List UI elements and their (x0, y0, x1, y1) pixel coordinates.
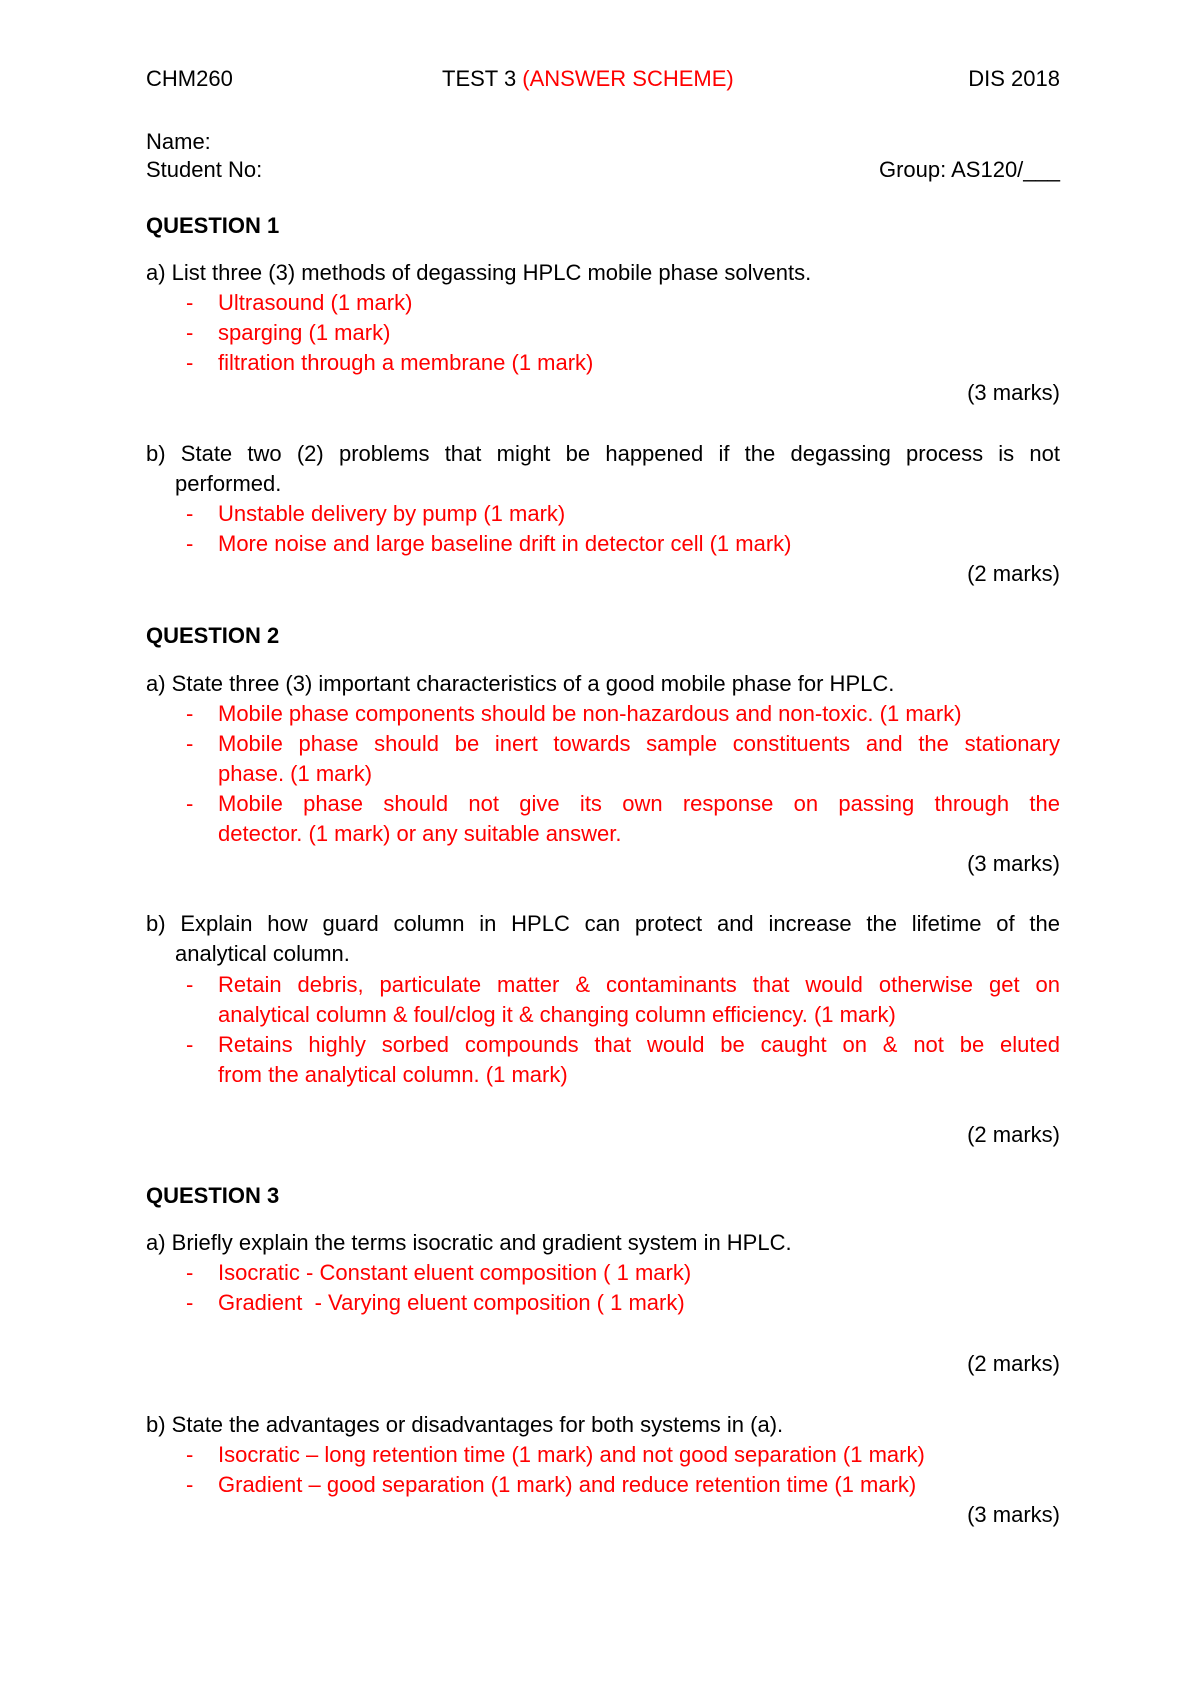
question-2-heading: QUESTION 2 (146, 623, 280, 648)
q2b-question-line-2: analytical column. (175, 941, 350, 966)
test-title-text: TEST 3 (442, 66, 523, 91)
bullet: - (186, 1260, 194, 1285)
q2a-answer-2-line-2: phase. (1 mark) (218, 761, 373, 786)
q1b-answer-2-text: More noise and large baseline drift in detector cell (1 mark) (218, 531, 792, 556)
bullet: - (186, 531, 194, 556)
q1b-question-line-1: b) State two (2) problems that might be happened if the degassing process is not (146, 441, 1060, 466)
q2b-question-line-1: b) Explain how guard column in HPLC can protect and increase the lifetime of the (146, 911, 1060, 936)
course-code: CHM260 (146, 66, 233, 91)
q2b-answer-2-line-2: from the analytical column. (1 mark) (218, 1062, 568, 1087)
student-no-label: Student No: (146, 157, 263, 182)
q2b-answer-2-line-1: Retains highly sorbed compounds that would be caught on & not be eluted (218, 1032, 1060, 1057)
q2a-question: a) State three (3) important characteristics of a good mobile phase for HPLC. (146, 671, 895, 696)
question-3-heading: QUESTION 3 (146, 1183, 280, 1208)
q1b-marks: (2 marks) (967, 561, 1060, 586)
bullet: - (186, 350, 194, 375)
bullet: - (186, 1290, 194, 1315)
q3b-marks: (3 marks) (967, 1502, 1060, 1527)
q3b-answer-1-text: Isocratic – long retention time (1 mark) and not good separation (1 mark) (218, 1442, 925, 1467)
answer-scheme-label: (ANSWER SCHEME) (522, 66, 734, 91)
q2a-answer-1-text: Mobile phase components should be non-hazardous and non-toxic. (1 mark) (218, 701, 962, 726)
question-1-heading: QUESTION 1 (146, 213, 280, 238)
bullet: - (186, 1032, 194, 1057)
q3a-marks: (2 marks) (967, 1351, 1060, 1376)
bullet: - (186, 501, 194, 526)
q1a-marks: (3 marks) (967, 380, 1060, 405)
q2a-marks: (3 marks) (967, 851, 1060, 876)
bullet: - (186, 290, 194, 315)
q2a-answer-3-line-2: detector. (1 mark) or any suitable answer. (218, 821, 622, 846)
bullet: - (186, 731, 194, 756)
q2a-answer-2-line-1: Mobile phase should be inert towards sample constituents and the stationary (218, 731, 1060, 756)
bullet: - (186, 320, 194, 345)
q3a-question: a) Briefly explain the terms isocratic and gradient system in HPLC. (146, 1230, 792, 1255)
bullet: - (186, 791, 194, 816)
q3a-answer-1-text: Isocratic - Constant eluent composition ( 1 mark) (218, 1260, 692, 1285)
exam-date: DIS 2018 (968, 66, 1060, 91)
bullet: - (186, 972, 194, 997)
q3a-answer-2-text: Gradient - Varying eluent composition ( 1 mark) (218, 1290, 685, 1315)
q2a-answer-3-line-1: Mobile phase should not give its own response on passing through the (218, 791, 1060, 816)
name-label: Name: (146, 129, 211, 154)
q2b-answer-1-line-2: analytical column & foul/clog it & changing column efficiency. (1 mark) (218, 1002, 896, 1027)
q1a-answer-2-text: sparging (1 mark) (218, 320, 391, 345)
q1b-question-line-2: performed. (175, 471, 282, 496)
q1a-answer-3-text: filtration through a membrane (1 mark) (218, 350, 594, 375)
test-title (442, 66, 734, 92)
q3b-question: b) State the advantages or disadvantages for both systems in (a). (146, 1412, 784, 1437)
q1a-answer-1-text: Ultrasound (1 mark) (218, 290, 413, 315)
group-label: Group: AS120/___ (878, 157, 1060, 182)
bullet: - (186, 1442, 194, 1467)
q3b-answer-2-text: Gradient – good separation (1 mark) and reduce retention time (1 mark) (218, 1472, 917, 1497)
q1b-answer-1-text: Unstable delivery by pump (1 mark) (218, 501, 566, 526)
q2b-answer-1-line-1: Retain debris, particulate matter & contaminants that would otherwise get on (218, 972, 1060, 997)
q1a-question: a) List three (3) methods of degassing HPLC mobile phase solvents. (146, 260, 812, 285)
bullet: - (186, 1472, 194, 1497)
q2b-marks: (2 marks) (967, 1122, 1060, 1147)
bullet: - (186, 701, 194, 726)
